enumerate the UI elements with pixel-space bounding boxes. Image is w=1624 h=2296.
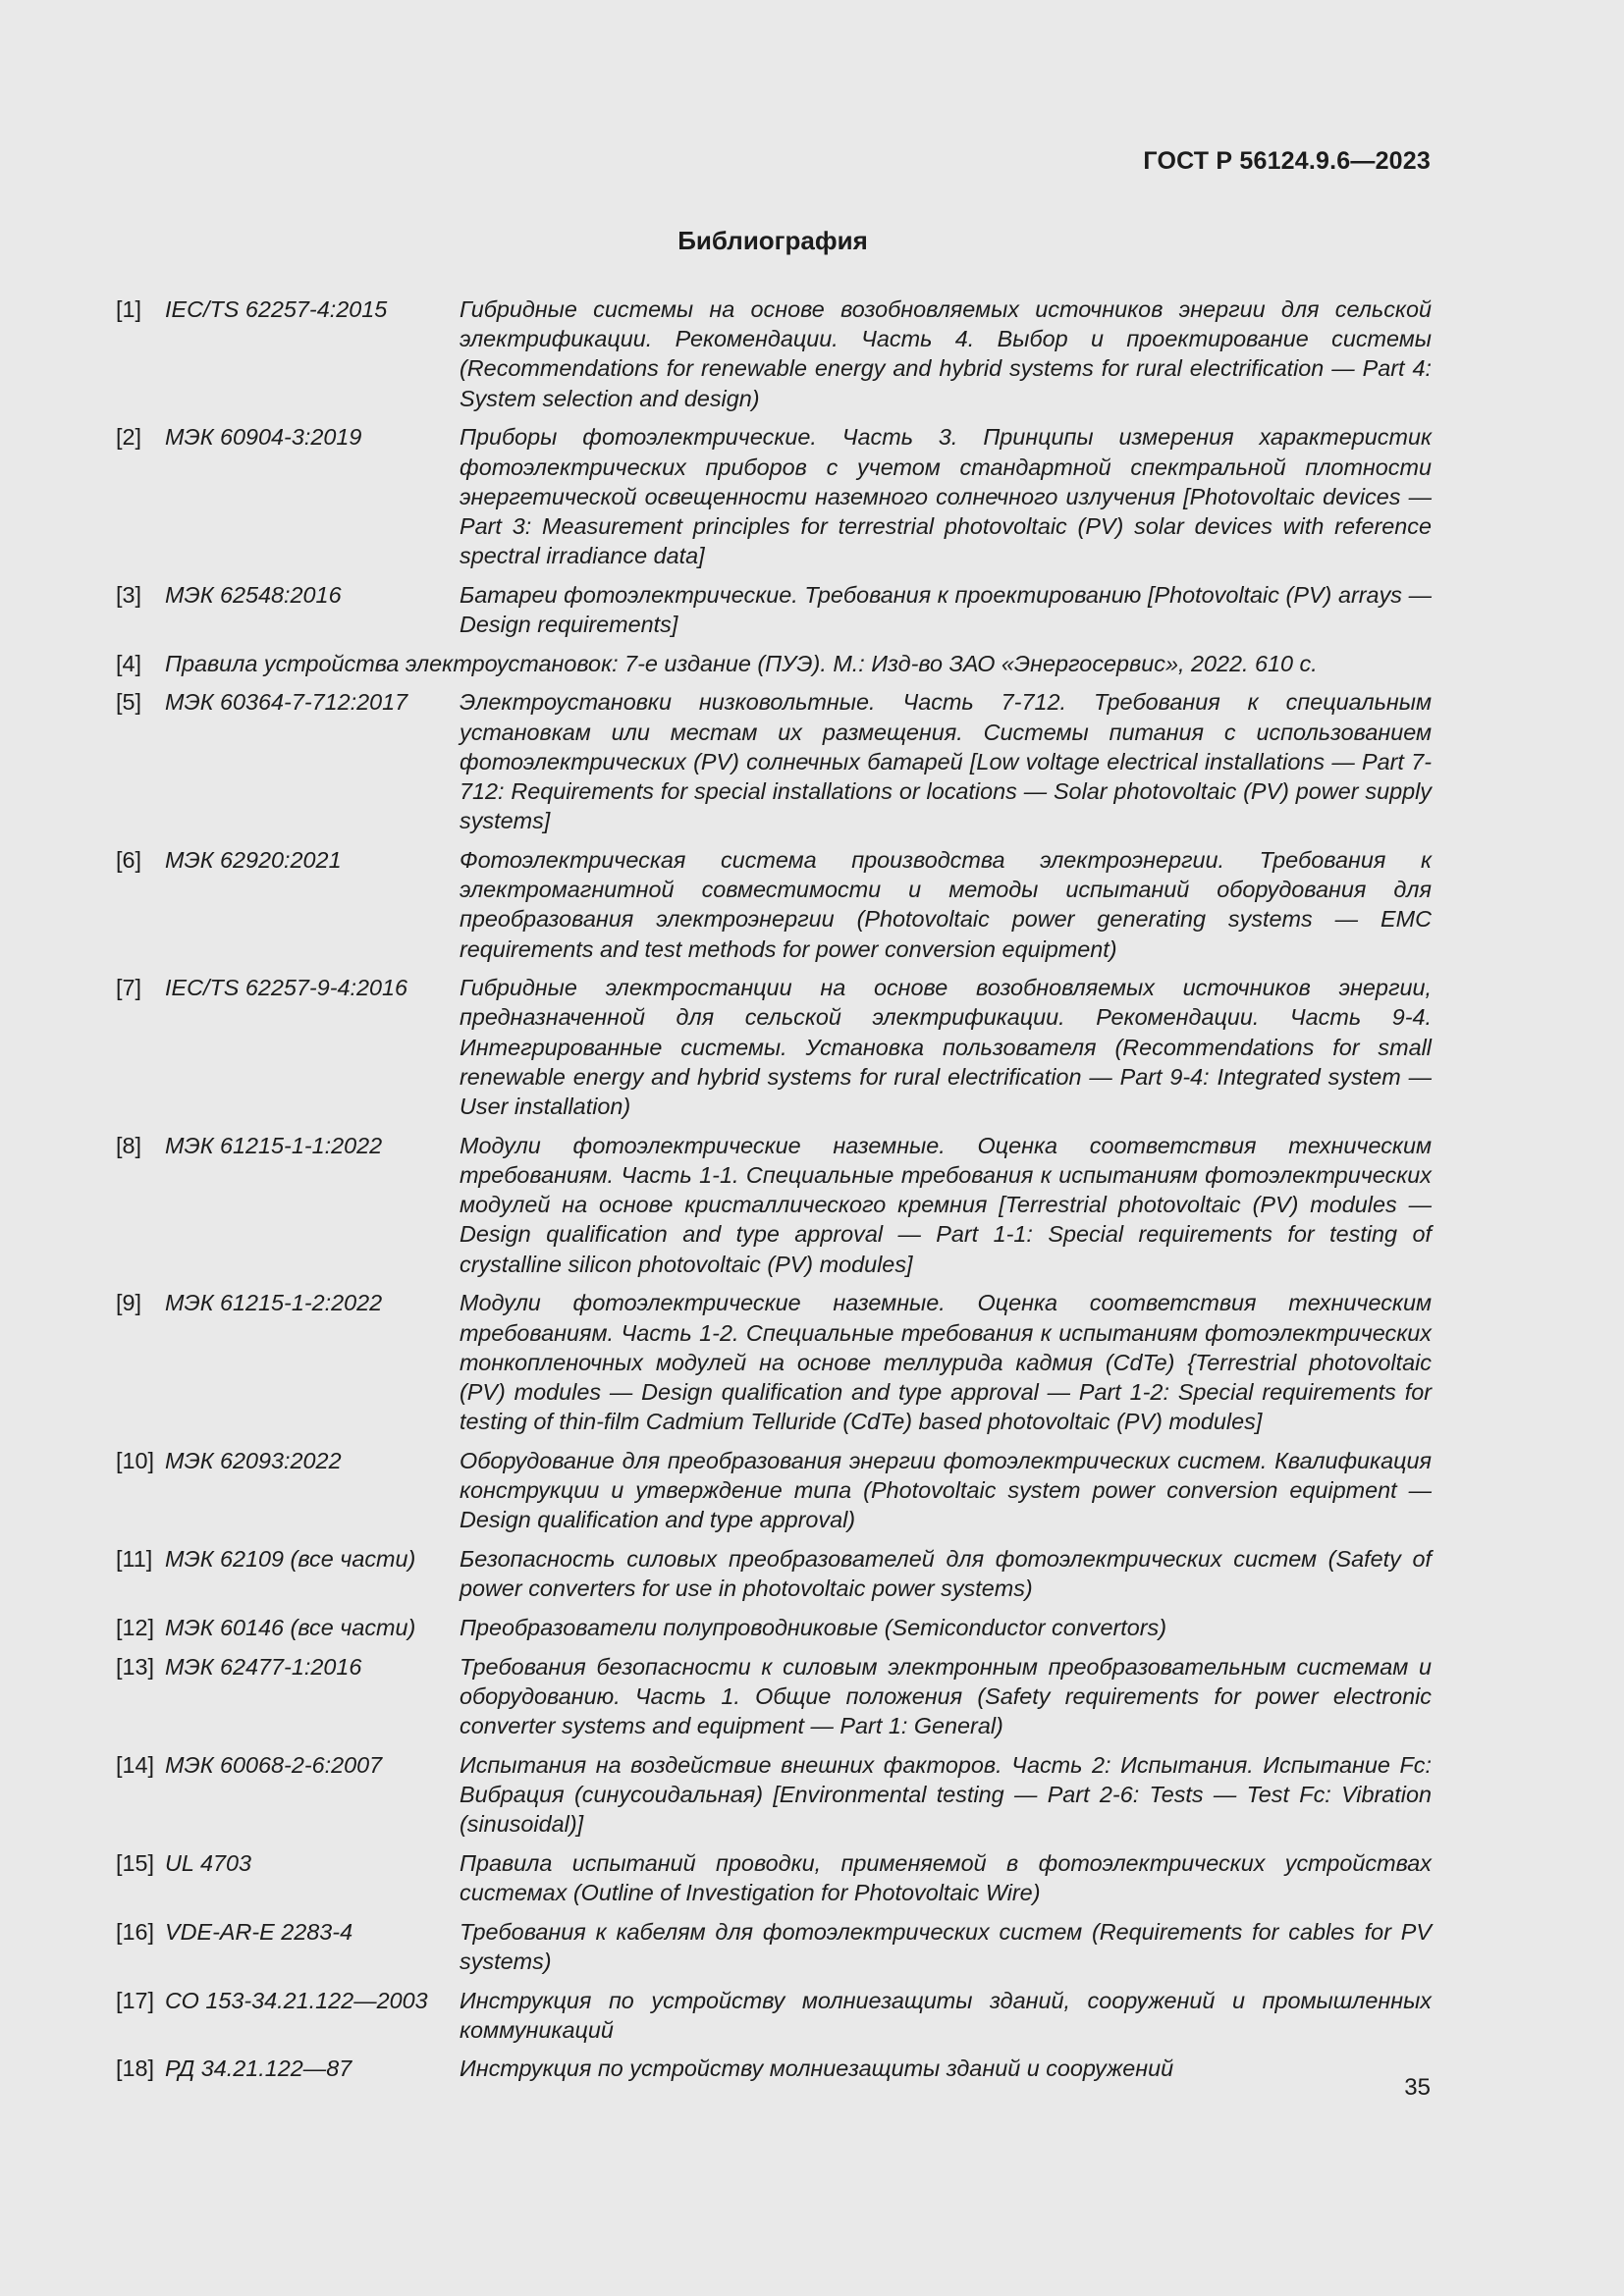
reference-code: VDE-AR-E 2283-4 <box>165 1918 353 1945</box>
reference-description: Правила испытаний проводки, применяемой в фотоэлектрических устройствах системах (Outline of Investigation for Photovoltaic Wire) <box>460 1849 1432 1905</box>
page-number: 35 <box>1404 2074 1431 2101</box>
reference-code: МЭК 61215-1-2:2022 <box>165 1290 383 1316</box>
reference-number: [8] <box>116 1132 142 1158</box>
reference-code: UL 4703 <box>165 1849 252 1876</box>
reference-code: МЭК 60146 (все части) <box>165 1614 416 1640</box>
reference-item <box>116 1544 1432 1603</box>
reference-description: Преобразователи полупроводниковые (Semiconductor convertors) <box>460 1614 1167 1640</box>
reference-description: Оборудование для преобразования энергии фотоэлектрических систем. Квалификация конструкции и утверждение типа (Photovoltaic system power conversion equipment — Design qualification and type approval) <box>460 1447 1432 1533</box>
reference-number: [5] <box>116 689 142 716</box>
reference-item <box>116 1986 1432 2045</box>
reference-code: МЭК 62109 (все части) <box>165 1545 416 1572</box>
reference-number: [2] <box>116 424 142 451</box>
reference-item <box>116 845 1432 964</box>
reference-code: МЭК 62920:2021 <box>165 846 342 873</box>
reference-number: [17] <box>116 1987 155 2013</box>
reference-item <box>116 294 1432 413</box>
reference-description: Фотоэлектрическая система производства электроэнергии. Требования к электромагнитной совместимости и методы испытаний оборудования для преобразования электроэнергии (Photovoltaic power generating systems — EMC requirements and test methods for power conversion equipment) <box>460 846 1432 962</box>
bibliography-title: Библиография <box>677 226 868 255</box>
reference-code: IEC/TS 62257-4:2015 <box>165 296 388 322</box>
reference-description: Гибридные электростанции на основе возобновляемых источников энергии, предназначенной для сельской электрификации. Рекомендации. Часть 9-4. Интегрированные системы. Установка пользователя (Recommendations for small renewable energy and hybrid systems for rural electrification — Part 9-4: Integrated system — User installation) <box>460 975 1432 1120</box>
reference-number: [15] <box>116 1849 155 1876</box>
reference-code: МЭК 60904-3:2019 <box>165 424 362 451</box>
bibliography-list <box>116 294 1432 2093</box>
reference-description: Требования безопасности к силовым электронным преобразовательным системам и оборудованию. Часть 1. Общие положения (Safety requirements for power electronic converter systems and equipment — Part 1: General) <box>460 1653 1432 1738</box>
reference-number: [18] <box>116 2056 155 2082</box>
reference-number: [7] <box>116 975 142 1001</box>
reference-code: МЭК 60068-2-6:2007 <box>165 1751 383 1778</box>
reference-code: МЭК 61215-1-1:2022 <box>165 1132 383 1158</box>
reference-item <box>116 1917 1432 1976</box>
reference-description: Правила устройства электроустановок: 7-е издание (ПУЭ). М.: Изд-во ЗАО «Энергосервис», 2022. 610 с. <box>165 650 1318 676</box>
reference-item <box>116 1652 1432 1741</box>
reference-description: Безопасность силовых преобразователей для фотоэлектрических систем (Safety of power converters for use in photovoltaic power systems) <box>460 1545 1432 1602</box>
reference-code: МЭК 62548:2016 <box>165 581 342 608</box>
reference-description: Электроустановки низковольтные. Часть 7-712. Требования к специальным установкам или местам их размещения. Системы питания с использованием фотоэлектрических (PV) солнечных батарей [Low voltage electrical installations — Part 7-712: Requirements for special installations or locations — Solar photovoltaic (PV) power supply systems] <box>460 689 1432 834</box>
reference-description: Модули фотоэлектрические наземные. Оценка соответствия техническим требованиям. Часть 1-1. Специальные требования к испытаниям фотоэлектрических модулей на основе кристаллического кремния [Terrestrial photovoltaic (PV) modules — Design qualification and type approval — Part 1-1: Special requirements for testing of crystalline silicon photovoltaic (PV) modules] <box>460 1132 1432 1277</box>
reference-number: [13] <box>116 1653 155 1680</box>
reference-description: Приборы фотоэлектрические. Часть 3. Принципы измерения характеристик фотоэлектрических приборов с учетом стандартной спектральной плотности энергетической освещенности наземного солнечного излучения [Photovoltaic devices — Part 3: Measurement principles for terrestrial photovoltaic (PV) solar devices with reference spectral irradiance data] <box>460 424 1432 569</box>
reference-code: МЭК 60364-7-712:2017 <box>165 689 408 716</box>
reference-item <box>116 1848 1432 1907</box>
reference-code: РД 34.21.122—87 <box>165 2056 352 2082</box>
reference-number: [4] <box>116 650 142 676</box>
document-code-header: ГОСТ Р 56124.9.6—2023 <box>1143 147 1431 175</box>
reference-code: СО 153-34.21.122—2003 <box>165 1987 428 2013</box>
reference-item <box>116 1750 1432 1840</box>
reference-description: Требования к кабелям для фотоэлектрических систем (Requirements for cables for PV systems) <box>460 1918 1432 1974</box>
reference-item <box>116 1446 1432 1535</box>
reference-item <box>116 973 1432 1121</box>
reference-description: Гибридные системы на основе возобновляемых источников энергии для сельской электрификации. Рекомендации. Часть 4. Выбор и проектирование системы (Recommendations for renewable energy and hybrid systems for rural electrification — Part 4: System selection and design) <box>460 296 1432 411</box>
reference-description: Испытания на воздействие внешних факторов. Часть 2: Испытания. Испытание Fc: Вибрация (синусоидальная) [Environmental testing — Part 2-6: Tests — Test Fc: Vibration (sinusoidal)] <box>460 1751 1432 1838</box>
reference-number: [9] <box>116 1290 142 1316</box>
reference-item <box>116 422 1432 570</box>
reference-item <box>116 580 1432 639</box>
reference-item <box>116 649 1432 678</box>
reference-number: [12] <box>116 1614 155 1640</box>
reference-code: МЭК 62093:2022 <box>165 1447 342 1473</box>
reference-number: [6] <box>116 846 142 873</box>
reference-code: IEC/TS 62257-9-4:2016 <box>165 975 408 1001</box>
reference-number: [3] <box>116 581 142 608</box>
reference-description: Инструкция по устройству молниезащиты зданий и сооружений <box>460 2056 1174 2082</box>
reference-number: [11] <box>116 1545 153 1572</box>
reference-item <box>116 1131 1432 1279</box>
reference-item <box>116 687 1432 835</box>
reference-description: Модули фотоэлектрические наземные. Оценка соответствия техническим требованиям. Часть 1-2. Специальные требования к испытаниям фотоэлектрических тонкопленочных модулей на основе теллурида кадмия (CdTe) {Terrestrial photovoltaic (PV) modules — Design qualification and type approval — Part 1-2: Special requirements for testing of thin-film Cadmium Telluride (CdTe) based photovoltaic (PV) modules] <box>460 1290 1432 1435</box>
reference-item <box>116 1288 1432 1436</box>
reference-description: Батареи фотоэлектрические. Требования к проектированию [Photovoltaic (PV) arrays — Design requirements] <box>460 581 1432 638</box>
reference-number: [10] <box>116 1447 155 1473</box>
reference-number: [1] <box>116 296 142 322</box>
reference-item <box>116 2054 1432 2083</box>
reference-code: МЭК 62477-1:2016 <box>165 1653 362 1680</box>
reference-number: [14] <box>116 1751 155 1778</box>
reference-item <box>116 1613 1432 1642</box>
reference-number: [16] <box>116 1918 155 1945</box>
reference-description: Инструкция по устройству молниезащиты зданий, сооружений и промышленных коммуникаций <box>460 1987 1432 2043</box>
